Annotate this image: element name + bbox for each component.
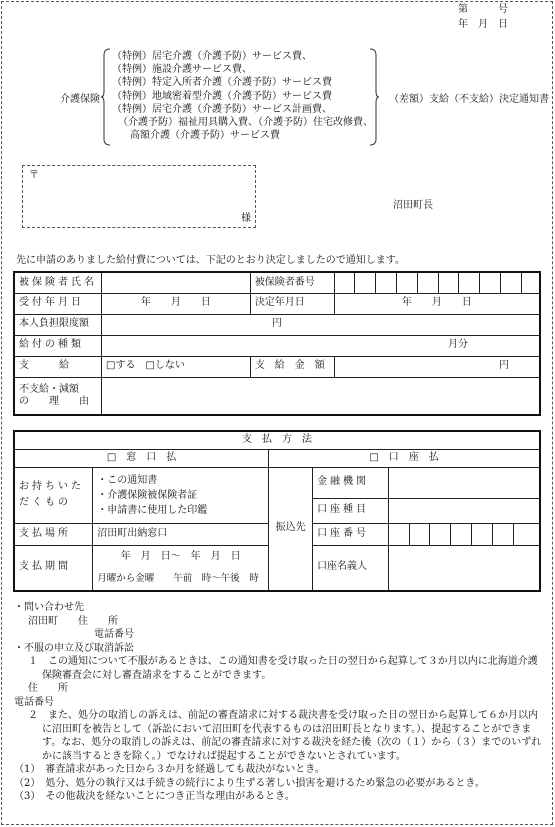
appeal-1-address: 住 所: [28, 683, 68, 694]
received-date-label: 受付年月日: [14, 293, 102, 314]
decision-title: （差額）支給（不支給）決定通知書: [389, 94, 549, 105]
benefit-type-label: 給付の種類: [14, 335, 102, 356]
contact-phone: 電話番号: [94, 629, 134, 640]
service-item: （特例）居宅介護（介護予防）サービス費、: [112, 51, 312, 62]
table-row: [14, 377, 540, 415]
insured-number-digit[interactable]: [417, 272, 438, 293]
service-item: （特例）施設介護サービス費、: [112, 64, 252, 76]
place-label: 支払場所: [14, 523, 93, 545]
contact-org: 沼田町 住 所: [28, 615, 118, 627]
account-number-digit[interactable]: [451, 523, 472, 545]
reason-label: 不支給・減額 の 理 由: [14, 377, 102, 415]
period-hours: 月曜から金曜 午前 時～午後 時: [97, 572, 259, 584]
account-number-digit[interactable]: [513, 523, 540, 545]
document-number: 第 号: [458, 4, 508, 15]
insured-name-value[interactable]: [102, 272, 251, 293]
insured-number-digit[interactable]: [500, 272, 521, 293]
appeal-title: ・不服の申立及び取消訴訟: [14, 642, 134, 654]
table-row: [14, 293, 540, 314]
table-row: [14, 314, 540, 335]
right-brace: [368, 47, 380, 147]
service-item: （特例）特定入所者介護（介護予防）サービス費: [112, 77, 332, 89]
decided-date-label: 決定年月日: [250, 293, 334, 314]
service-item: （特例）居宅介護（介護予防）サービス計画費、: [112, 103, 332, 115]
insured-number-digit[interactable]: [397, 272, 418, 293]
insured-name-label: 被保険者氏名: [14, 272, 102, 293]
account-type-label: 口座種目: [313, 498, 389, 523]
account-number-digit[interactable]: [492, 523, 513, 545]
payment-amount-unit[interactable]: 円: [334, 356, 540, 377]
account-number-digit[interactable]: [430, 523, 451, 545]
place-value: 沼田町出納窓口: [93, 523, 269, 545]
reason-value[interactable]: [102, 377, 541, 415]
bank-label: 金融機関: [313, 467, 389, 498]
bring-item: ・申請書に使用した印鑑: [97, 504, 208, 516]
appeal-item-2: （2） 処分、処分の執行又は手続きの続行により生ずる著しい損害を避けるため緊急の必要があるとき。: [14, 777, 485, 789]
insurance-label: 介護保険: [60, 94, 100, 105]
burden-limit-unit[interactable]: 円: [102, 314, 541, 335]
appeal-1: １ この通知について不服があるときは、この通知書を受け取った日の翌日から起算して３か月以内に北海道介護保険審査会に対し審査請求をすることができます。: [28, 656, 538, 681]
bring-item: ・この通知書: [97, 474, 158, 486]
decided-date-value[interactable]: 年 月 日: [334, 293, 540, 314]
payment-method-title: 支 払 方 法: [14, 431, 540, 449]
insured-number-digit[interactable]: [480, 272, 501, 293]
document-date: 年 月 日: [458, 19, 508, 30]
received-date-value[interactable]: 年 月 日: [102, 293, 251, 314]
appeal-1-phone: 電話番号: [14, 696, 54, 708]
benefit-type-unit[interactable]: 月分: [102, 335, 541, 356]
issuer-name: 沼田町長: [393, 200, 433, 211]
appeal-2: ２ また、処分の取消しの訴えは、前記の審査請求に対する裁決書を受け取った日の翌日から起算して６か月以内に沼田町を被告として（訴訟において沼田町を代表するものは沼田町長となります。）、提起することができます。なお、処分の取消しの訴えは、前記の審査請求に対する裁決を経た後（次の（１）から（３）までのいずれかに該当するときを除く。）でなければ提起することができないとされています。: [28, 710, 542, 762]
service-item: 高額介護（介護予防）サービス費: [130, 130, 280, 142]
address-box: [22, 165, 256, 228]
insured-number-digit[interactable]: [438, 272, 459, 293]
transfer-label: 振込先: [269, 467, 313, 591]
period-label: 支払期間: [14, 545, 93, 591]
appeal-item-1: （1） 審査請求があった日から３か月を経過しても裁決がないとき。: [14, 764, 325, 775]
bank-value[interactable]: [388, 467, 540, 498]
account-holder-label: 口座名義人: [313, 545, 389, 591]
postal-mark: 〒: [29, 170, 39, 181]
table-row: [14, 449, 540, 467]
account-number-label: 口座番号: [313, 523, 389, 545]
contact-title: ・問い合わせ先: [14, 602, 84, 613]
account-number-digit[interactable]: [472, 523, 493, 545]
left-brace: [100, 47, 112, 147]
account-number-digit[interactable]: [409, 523, 430, 545]
table-row: [14, 467, 540, 498]
bring-label: お持ちいただくもの: [14, 467, 93, 523]
account-number-digit[interactable]: [388, 523, 409, 545]
insured-number-label: 被保険者番号: [250, 272, 334, 293]
insured-number-digit[interactable]: [376, 272, 397, 293]
payment-options[interactable]: □する □しない: [102, 356, 251, 377]
burden-limit-label: 本人負担限度額: [14, 314, 102, 335]
payment-amount-label: 支 給 金 額: [250, 356, 334, 377]
insured-number-digit[interactable]: [459, 272, 480, 293]
table-row: [14, 335, 540, 356]
period-value: [93, 545, 269, 591]
table-row: [14, 431, 540, 449]
service-list: [112, 50, 373, 142]
intro-text: 先に申請のありました給付費については、下記のとおり決定しましたので通知します。: [16, 255, 405, 266]
honorific: 様: [241, 212, 251, 224]
notes-section: [14, 601, 546, 804]
account-holder-value[interactable]: [388, 545, 540, 591]
appeal-item-3: （3） その他裁決を経ないことにつき正当な理由があるとき。: [14, 791, 295, 802]
payment-method-table: [13, 430, 541, 592]
table-row: [14, 272, 540, 293]
table-row: [14, 356, 540, 377]
account-payment-option[interactable]: □ 口 座 払: [269, 449, 540, 467]
bring-item: ・介護保険被保険者証: [97, 489, 198, 501]
insured-number-digit[interactable]: [355, 272, 376, 293]
decision-table: [13, 271, 541, 416]
counter-payment-option[interactable]: □ 窓 口 払: [14, 449, 269, 467]
insured-number-digit[interactable]: [521, 272, 540, 293]
account-type-value[interactable]: [388, 498, 540, 523]
service-item: （介護予防）福祉用具購入費、（介護予防）住宅改修費、: [118, 117, 373, 129]
bring-items: [93, 467, 269, 523]
period-dates: 年 月 日～ 年 月 日: [120, 550, 241, 562]
payment-label: 支 給: [14, 356, 102, 377]
insured-number-digit[interactable]: [334, 272, 355, 293]
service-item: （特例）地域密着型介護（介護予防）サービス費: [112, 90, 332, 102]
